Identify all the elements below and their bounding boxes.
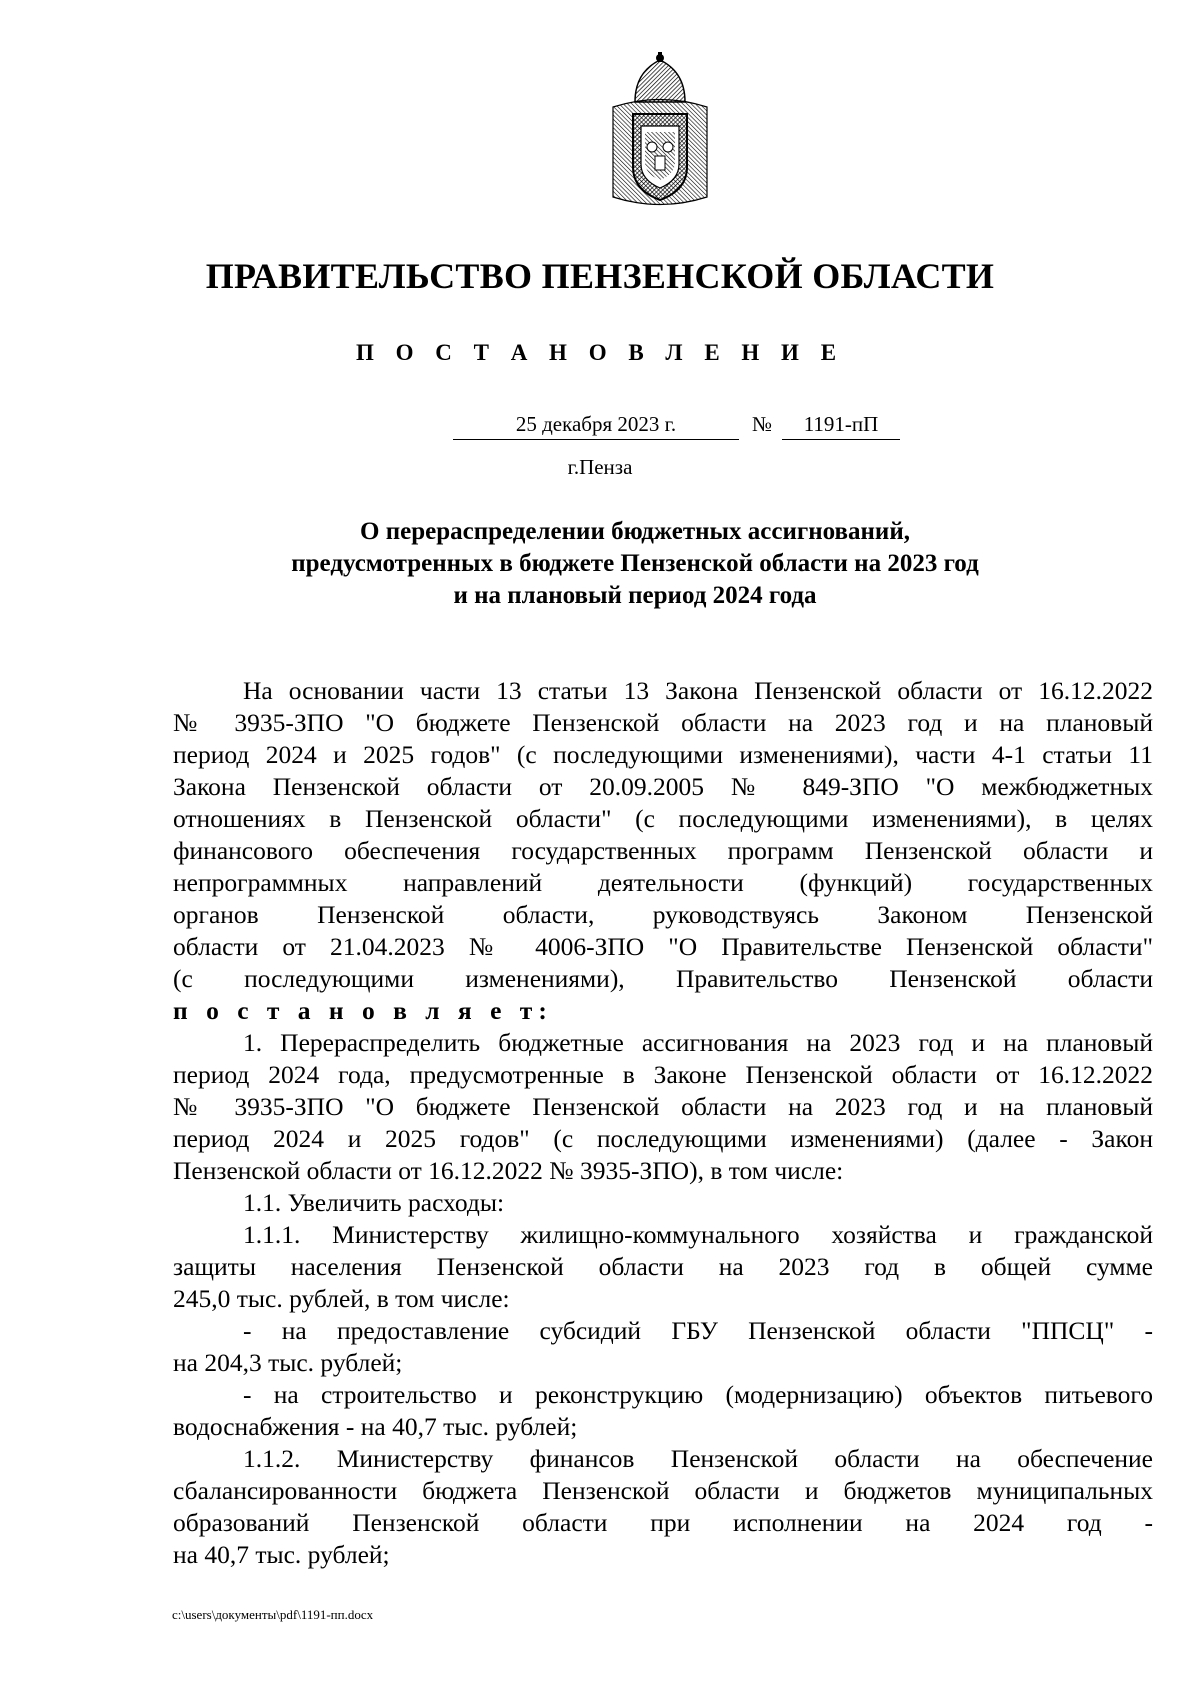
number-sign: №: [752, 412, 773, 436]
body-line: Пензенской области от 16.12.2022 № 3935-ЗПО), в том числе:: [173, 1156, 844, 1185]
body-line: сбалансированности бюджета Пензенской области и бюджетов муниципальных: [173, 1476, 1153, 1505]
body-line: - на предоставление субсидий ГБУ Пензенской области "ППСЦ" -: [243, 1316, 1153, 1345]
body-line: отношениях в Пензенской области" (с последующими изменениями), в целях: [173, 804, 1153, 833]
body-line: период 2024 и 2025 годов" (с последующими изменениями) (далее - Закон: [173, 1124, 1153, 1153]
subject-line: О перераспределении бюджетных ассигнований,: [360, 518, 910, 545]
file-path-footer: c:\users\документы\pdf\1191-пп.docx: [172, 1607, 374, 1622]
body-line: органов Пензенской области, руководствуясь Законом Пензенской: [173, 900, 1153, 929]
organization-title: ПРАВИТЕЛЬСТВО ПЕНЗЕНСКОЙ ОБЛАСТИ: [205, 256, 995, 296]
document-type: П О С Т А Н О В Л Е Н И Е: [355, 340, 845, 365]
subject-line: предусмотренных в бюджете Пензенской области на 2023 год: [291, 550, 979, 577]
body-line: период 2024 года, предусмотренные в Законе Пензенской области от 16.12.2022: [173, 1060, 1153, 1089]
body-line: № 3935-ЗПО "О бюджете Пензенской области на 2023 год и на плановый: [173, 1092, 1153, 1121]
body-line: На основании части 13 статьи 13 Закона Пензенской области от 16.12.2022: [243, 676, 1153, 705]
body-line: защиты населения Пензенской области на 2023 год в общей сумме: [173, 1252, 1153, 1281]
document-date: 25 декабря 2023 г.: [453, 412, 739, 440]
document-body: [173, 675, 1153, 1571]
body-line: период 2024 и 2025 годов" (с последующими изменениями), части 4-1 статьи 11: [173, 740, 1153, 769]
body-line: непрограммных направлений деятельности (функций) государственных: [173, 868, 1153, 897]
body-line: (с последующими изменениями), Правительство Пензенской области: [173, 964, 1153, 993]
body-line: 1. Перераспределить бюджетные ассигнования на 2023 год и на плановый: [243, 1028, 1153, 1057]
body-line: 1.1.1. Министерству жилищно-коммунального хозяйства и гражданской: [243, 1220, 1153, 1249]
body-line: Закона Пензенской области от 20.09.2005 № 849-ЗПО "О межбюджетных: [173, 772, 1153, 801]
city-name: г.Пенза: [567, 455, 633, 479]
body-line: на 40,7 тыс. рублей;: [173, 1540, 390, 1569]
body-line: 1.1.2. Министерству финансов Пензенской области на обеспечение: [243, 1444, 1153, 1473]
body-line: - на строительство и реконструкцию (модернизацию) объектов питьевого: [243, 1380, 1153, 1409]
subject-line: и на плановый период 2024 года: [453, 582, 817, 609]
body-line: образований Пензенской области при исполнении на 2024 год -: [173, 1508, 1153, 1537]
document-subject: [170, 516, 1100, 612]
body-line: п о с т а н о в л я е т:: [173, 996, 553, 1025]
coat-of-arms-emblem: [605, 52, 715, 212]
body-line: водоснабжения - на 40,7 тыс. рублей;: [173, 1412, 578, 1441]
body-line: финансового обеспечения государственных программ Пензенской области и: [173, 836, 1153, 865]
body-line: 245,0 тыс. рублей, в том числе:: [173, 1284, 510, 1313]
body-line: области от 21.04.2023 № 4006-ЗПО "О Правительстве Пензенской области": [173, 932, 1153, 961]
body-line: № 3935-ЗПО "О бюджете Пензенской области на 2023 год и на плановый: [173, 708, 1153, 737]
body-line: на 204,3 тыс. рублей;: [173, 1348, 403, 1377]
body-line: 1.1. Увеличить расходы:: [243, 1188, 505, 1217]
document-number: 1191-пП: [782, 412, 900, 440]
